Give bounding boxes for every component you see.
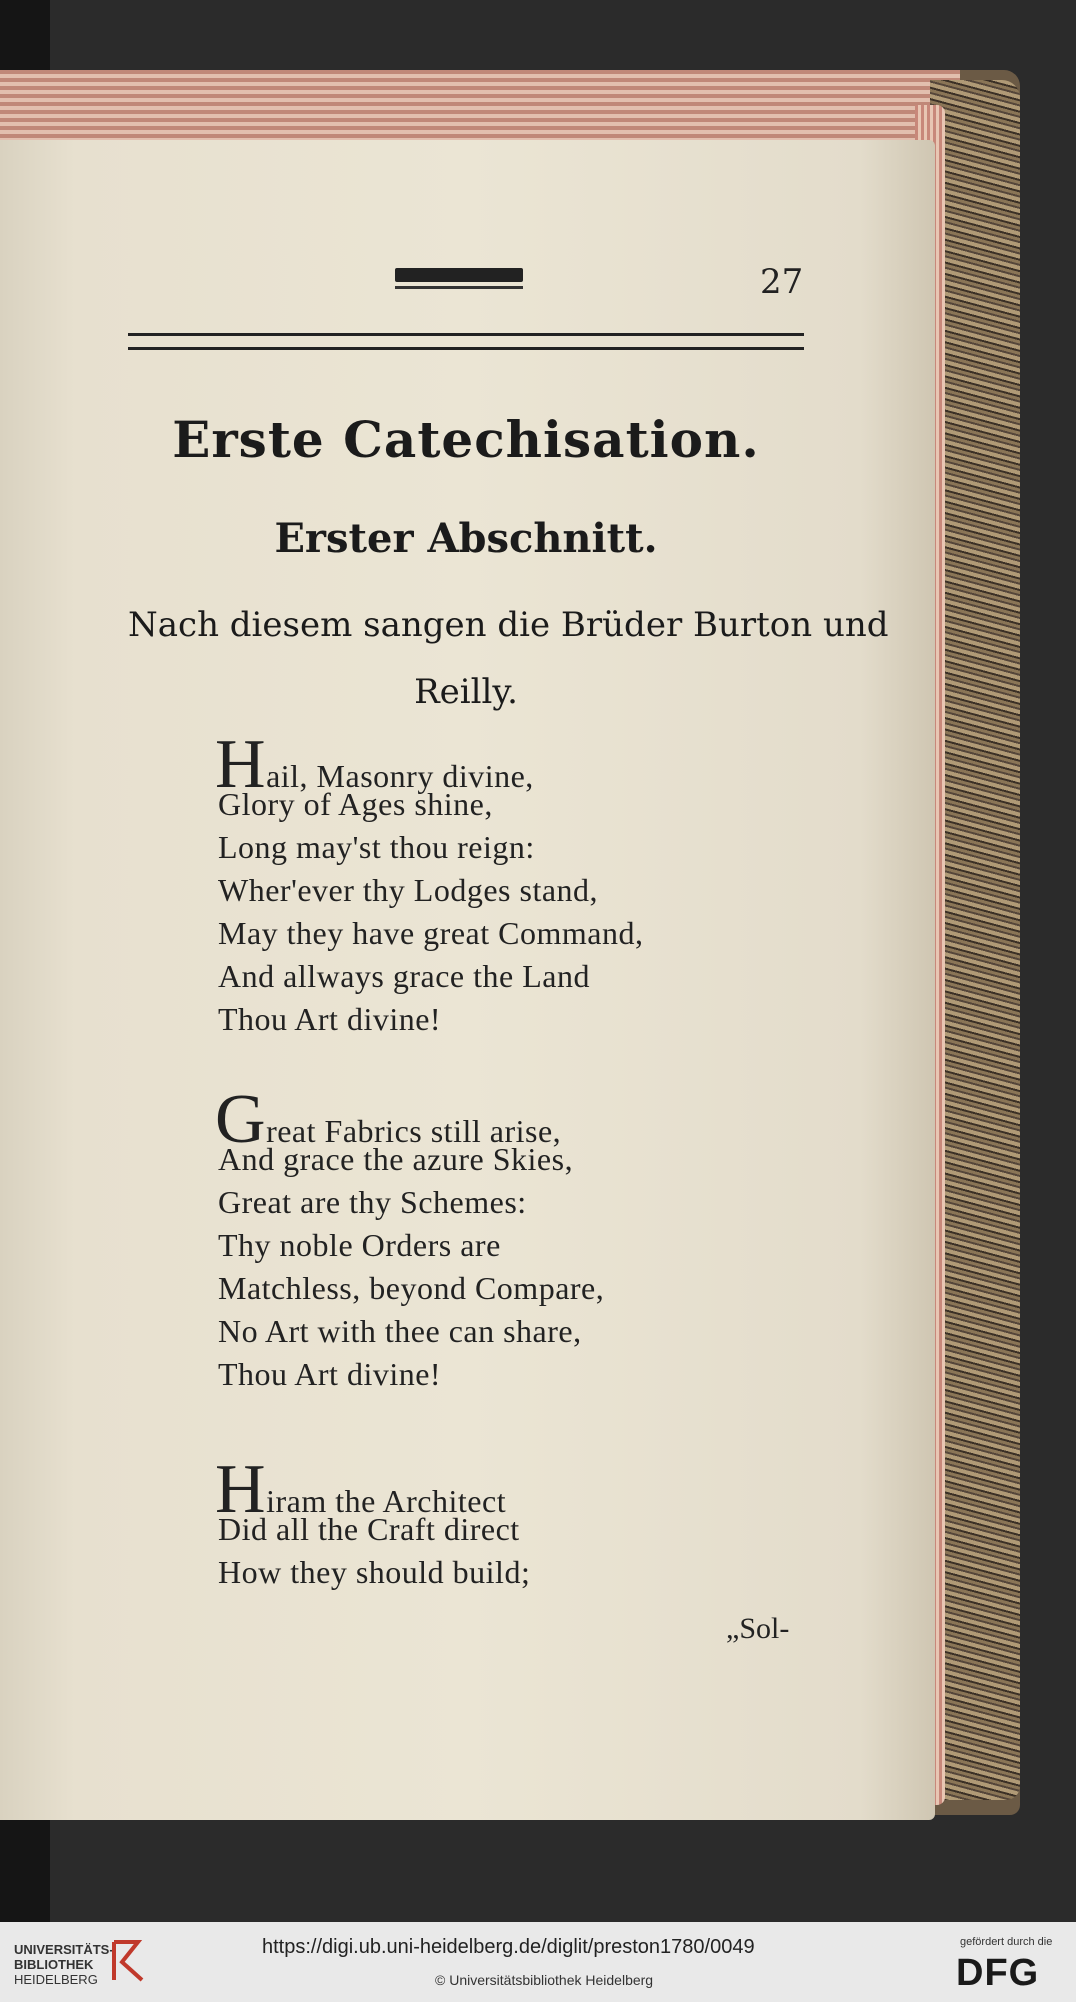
drop-capital: G [215, 1081, 267, 1158]
stanza-line: Glory of Ages shine, [218, 786, 493, 822]
stanza-3 [215, 1451, 531, 1594]
stanza-2 [215, 1081, 605, 1396]
stanza-line: Thou Art divine! [218, 1001, 442, 1037]
stanza-line: And grace the azure Skies, [218, 1141, 574, 1177]
stanza-line: Thy noble Orders are [218, 1227, 501, 1263]
stanza-line: Did all the Craft direct [218, 1511, 520, 1547]
viewer-footer [0, 1922, 1076, 2002]
book-top-edge [0, 70, 960, 140]
library-name-line-1: UNIVERSITÄTS- [14, 1942, 114, 1957]
stanza-line: No Art with thee can share, [218, 1313, 582, 1349]
stanza-line: Great Fabrics still arise, [215, 1081, 562, 1158]
library-logo-text[interactable] [14, 1942, 114, 1987]
header-ornament [395, 268, 523, 282]
stanza-line: How they should build; [218, 1554, 531, 1590]
section-title: Erster Abschnitt. [274, 515, 658, 562]
intro-line-1: Nach diesem sangen die Brüder Burton und [128, 605, 889, 645]
library-name-line-3: HEIDELBERG [14, 1972, 98, 1987]
drop-capital: H [215, 726, 267, 803]
stanza-line: Hiram the Architect [215, 1451, 507, 1528]
header-rule [128, 333, 804, 350]
stanza-line: Thou Art divine! [218, 1356, 442, 1392]
stanza-line: Long may'st thou reign: [218, 829, 535, 865]
stanza-line: Wher'ever thy Lodges stand, [218, 872, 599, 908]
stanza-line: May they have great Command, [218, 915, 644, 951]
catchword: „Sol- [726, 1612, 790, 1645]
stanza-line: And allways grace the Land [218, 958, 590, 994]
stanza-1 [215, 726, 644, 1041]
library-logo-icon[interactable] [108, 1936, 148, 1984]
copyright-notice: © Universitätsbibliothek Heidelberg [435, 1972, 654, 1988]
drop-capital: H [215, 1451, 267, 1528]
intro-line-2: Reilly. [414, 672, 518, 712]
funding-note: gefördert durch die [960, 1936, 1053, 1948]
dfg-logo[interactable]: DFG [956, 1952, 1040, 1994]
stanza-line: Matchless, beyond Compare, [218, 1270, 605, 1306]
page-number: 27 [760, 262, 804, 302]
permalink-url[interactable]: https://digi.ub.uni-heidelberg.de/diglit/preston1780/0049 [262, 1936, 755, 1958]
stanza-line: Great are thy Schemes: [218, 1184, 527, 1220]
library-name-line-2: BIBLIOTHEK [14, 1957, 94, 1972]
stanza-line: Hail, Masonry divine, [215, 726, 534, 803]
page-title: Erste Catechisation. [172, 410, 760, 469]
